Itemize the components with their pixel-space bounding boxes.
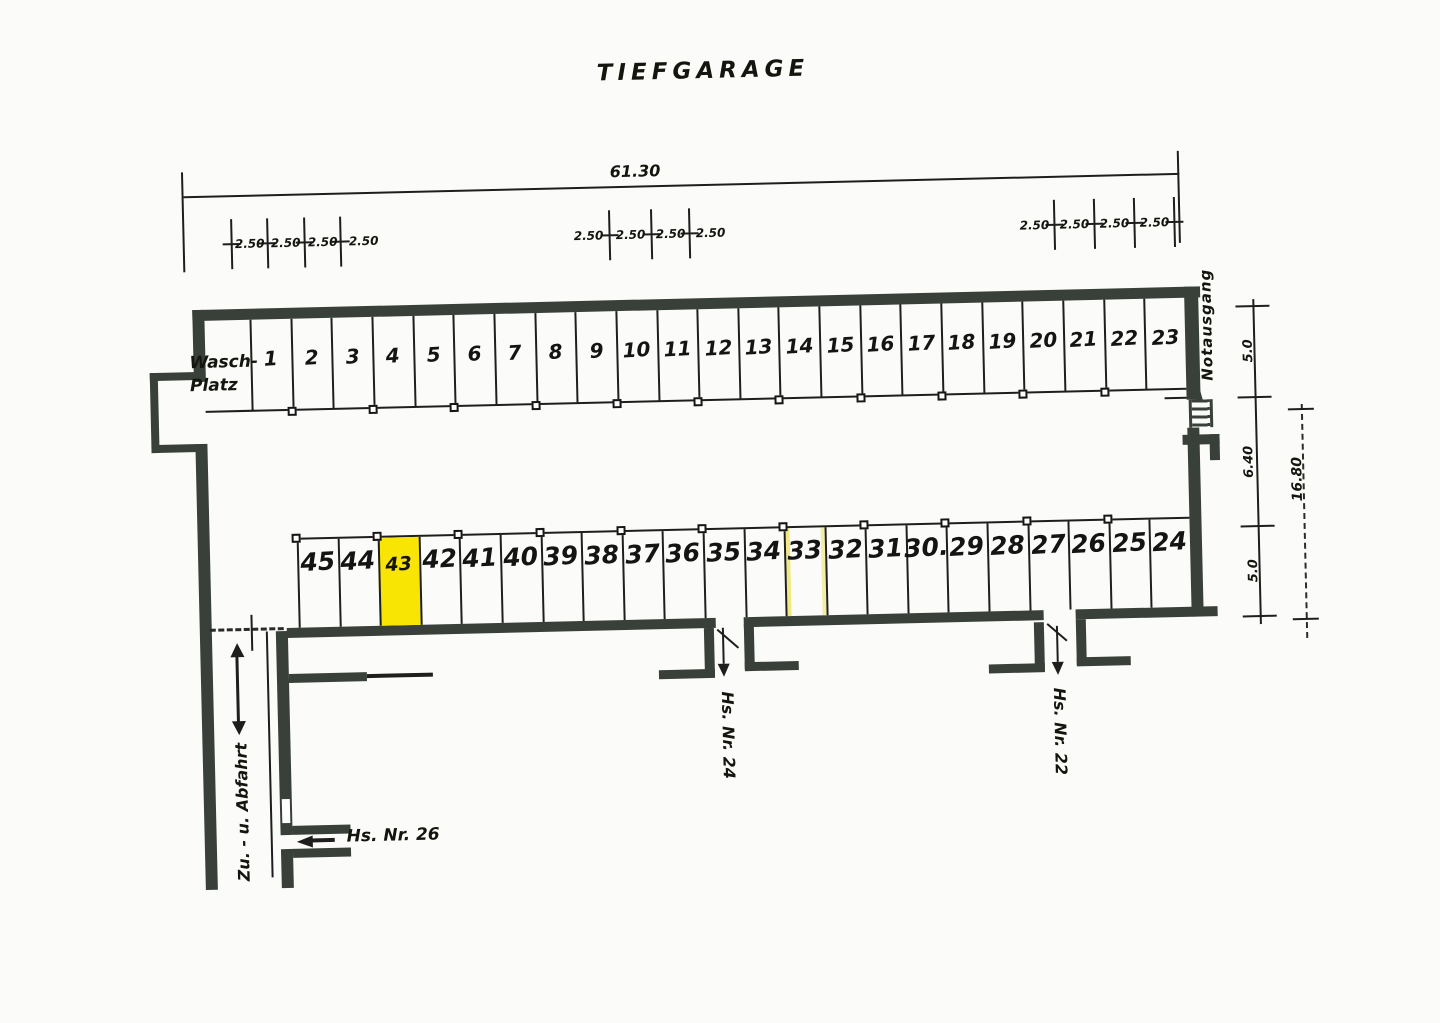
- right-total-label: 16.80: [1289, 456, 1307, 502]
- right-dim-tick-3: [1241, 525, 1275, 528]
- alcove-wall-left: [150, 373, 160, 453]
- space-number: 16: [866, 331, 896, 357]
- space-number: 10: [622, 336, 652, 363]
- parking-space-30: [905, 524, 948, 613]
- hs24-door-swing: [717, 629, 740, 649]
- pillar-marker: [616, 526, 625, 535]
- hs24-label: Hs. Nr. 24: [717, 691, 739, 780]
- space-number: 36: [664, 537, 702, 569]
- parking-space-20: [1022, 301, 1065, 393]
- page-title: TIEFGARAGE: [596, 55, 810, 87]
- pillar-marker: [531, 401, 540, 410]
- space-number: 19: [987, 328, 1018, 354]
- space-number: 18: [947, 329, 977, 355]
- emergency-stairs: [1189, 399, 1214, 428]
- hs24-arrow-stem: [722, 628, 725, 664]
- parking-space-27: [1027, 522, 1070, 611]
- notausgang-label: Notausgang: [1196, 268, 1217, 381]
- right-dim-tick-2: [1238, 396, 1272, 399]
- parking-space-29: [946, 523, 989, 612]
- space-number: 17: [906, 330, 936, 356]
- bay-width-label: 2.50: [1139, 215, 1170, 230]
- bay-width-label: 2.50: [1059, 216, 1090, 232]
- dimension-line-total: [184, 173, 1180, 198]
- pillar-marker: [368, 405, 377, 414]
- parking-space-16: [859, 304, 902, 396]
- ramp-arrow-stem: [235, 655, 240, 723]
- space-number: 30.: [903, 531, 950, 564]
- parking-space-25: [1108, 520, 1151, 609]
- parking-space-19: [981, 302, 1024, 394]
- hs26-arrow-stem: [311, 838, 335, 843]
- zu-abfahrt-label: Zu. - u. Abfahrt: [231, 742, 254, 882]
- pillar-marker: [941, 518, 950, 527]
- parking-space-35: [702, 529, 745, 618]
- bay-width-label: 2.50: [573, 228, 604, 244]
- parking-space-44: [337, 538, 380, 627]
- parking-space-15: [818, 305, 861, 397]
- parking-space-18: [940, 303, 983, 395]
- parking-space-12: [697, 308, 740, 400]
- parking-space-11: [656, 309, 699, 401]
- space-number: 1: [263, 345, 279, 371]
- parking-space-45: [297, 539, 340, 628]
- pillar-marker: [775, 395, 784, 404]
- pillar-marker: [860, 520, 869, 529]
- space-number: 24: [1151, 526, 1188, 558]
- ramp-dash-tick: [250, 615, 253, 651]
- parking-space-9: [575, 311, 618, 403]
- pillar-marker: [694, 397, 703, 406]
- parking-space-14: [778, 306, 821, 398]
- space-number: 39: [542, 540, 580, 572]
- wall-left-lower: [195, 444, 218, 890]
- parking-space-40: [500, 534, 543, 623]
- hs26-stub-bottom: [293, 848, 351, 858]
- wasch-platz-line2: Platz: [189, 375, 239, 397]
- parking-space-42: [418, 536, 461, 625]
- space-number: 45: [299, 546, 336, 578]
- parking-space-10: [615, 310, 658, 402]
- ramp-arrow-up-icon: [230, 643, 244, 657]
- parking-space-7: [493, 313, 536, 405]
- space-number: 9: [588, 338, 604, 364]
- pillar-marker: [937, 391, 946, 400]
- pillar-marker: [1103, 515, 1112, 524]
- space-number: 40: [502, 541, 539, 573]
- parking-space-33: [784, 527, 827, 616]
- pillar-marker: [612, 399, 621, 408]
- dimension-tick-right: [1177, 151, 1181, 243]
- space-number: 20: [1028, 327, 1058, 353]
- space-number: 11: [662, 335, 693, 362]
- parking-space-31: [865, 525, 908, 614]
- total-width-label: 61.30: [605, 161, 665, 181]
- hs22-wall-right-foot: [1077, 656, 1131, 666]
- parking-space-13: [737, 307, 780, 399]
- hs22-label: Hs. Nr. 22: [1049, 687, 1071, 776]
- space-number: 2: [303, 344, 320, 370]
- hs22-wall-left-foot: [989, 663, 1045, 673]
- space-number: 38: [583, 539, 620, 571]
- stairs-tick: [1165, 397, 1187, 400]
- pillar-marker: [778, 522, 787, 531]
- pillar-marker: [287, 407, 296, 416]
- space-number: 3: [344, 344, 360, 369]
- hs24-wall-left-foot: [659, 669, 715, 679]
- pillar-marker: [373, 532, 382, 541]
- alcove-wall-bottom: [151, 444, 199, 453]
- parking-space-41: [459, 535, 502, 624]
- pillar-marker: [1022, 516, 1031, 525]
- space-number: 31: [867, 532, 904, 564]
- bay-width-label: 2.50: [655, 226, 686, 242]
- space-number: 4: [385, 343, 401, 368]
- ramp-wall-lower: [281, 849, 294, 888]
- parking-space-39: [540, 533, 583, 622]
- parking-space-26: [1068, 521, 1111, 610]
- bay-width-label: 2.50: [270, 235, 301, 251]
- bay-width-label: 2.50: [1019, 217, 1050, 233]
- ramp-wall-door-slot: [282, 799, 291, 823]
- right-total-tick-bottom: [1293, 618, 1319, 621]
- pillar-marker: [292, 534, 301, 543]
- exit-niche-wall-v: [1209, 434, 1220, 460]
- dimension-tick-left: [181, 172, 185, 272]
- space-number: 6: [466, 341, 482, 366]
- parking-space-38: [581, 532, 624, 621]
- ramp-dashed-line: [210, 627, 284, 632]
- bay-width-label: 2.50: [348, 233, 379, 249]
- parking-space-24: [1149, 519, 1192, 608]
- right-total-tick-top: [1288, 408, 1314, 411]
- space-number: 32: [826, 533, 864, 565]
- pillar-marker: [535, 528, 544, 537]
- space-number: 12: [703, 334, 733, 361]
- space-number: 8: [547, 339, 564, 364]
- ramp-lane-line: [266, 631, 274, 877]
- space-number: 14: [784, 333, 814, 359]
- pillar-marker: [1100, 388, 1109, 397]
- space-number: 28: [989, 530, 1026, 562]
- pillar-marker: [450, 403, 459, 412]
- space-number: 44: [339, 545, 377, 577]
- bay-width-label: 2.50: [307, 234, 338, 250]
- parking-space-21: [1062, 300, 1105, 392]
- bay-width-label: 2.50: [1099, 216, 1130, 231]
- space-number: 27: [1029, 529, 1067, 561]
- right-dim-middle-label: 6.40: [1241, 445, 1257, 479]
- parking-space-3: [331, 317, 374, 409]
- right-dim-tick-1: [1235, 305, 1269, 308]
- bay-width-label: 2.50: [615, 227, 646, 243]
- pillar-marker: [697, 524, 706, 533]
- space-number: 7: [507, 340, 523, 365]
- pillar-marker: [454, 530, 463, 539]
- parking-space-6: [453, 314, 496, 406]
- parking-space-22: [1103, 299, 1146, 391]
- right-dim-top-label: 5.0: [1240, 339, 1257, 363]
- space-number: 13: [744, 334, 774, 360]
- hs26-stub-top: [292, 825, 350, 835]
- space-number: 15: [825, 332, 855, 358]
- parking-space-37: [621, 531, 664, 620]
- space-number: 26: [1070, 528, 1107, 560]
- space-number: 25: [1110, 527, 1148, 559]
- parking-space-2: [290, 318, 333, 410]
- bay-width-label: 2.50: [695, 225, 726, 241]
- parking-space-34: [743, 528, 786, 617]
- wasch-platz-line1: Wasch-: [189, 351, 259, 374]
- hs22-arrow-icon: [1052, 662, 1064, 675]
- space-number: 35: [705, 536, 742, 568]
- parking-space-36: [662, 530, 705, 619]
- aisle-wall-stub-thin: [367, 673, 433, 679]
- space-number: 5: [425, 342, 442, 367]
- bay-width-label: 2.50: [234, 236, 265, 252]
- pillar-marker: [1019, 389, 1028, 398]
- parking-space-5: [412, 315, 455, 407]
- wasch-platz-label: [189, 351, 259, 399]
- hs24-wall-right-foot: [745, 661, 799, 671]
- hs24-arrow-icon: [718, 664, 730, 677]
- parking-space-23: [1144, 298, 1187, 390]
- right-dim-bottom-label: 5.0: [1245, 559, 1262, 583]
- hs26-label: Hs. Nr. 26: [346, 824, 440, 847]
- space-number: 34: [745, 535, 783, 567]
- space-number: 33: [786, 534, 823, 566]
- parking-space-8: [534, 312, 577, 404]
- space-number: 23: [1150, 324, 1180, 351]
- parking-space-32: [824, 526, 867, 615]
- space-number: 41: [461, 542, 499, 574]
- pillar-marker: [856, 393, 865, 402]
- space-number: 29: [948, 530, 986, 562]
- right-dim-tick-4: [1243, 615, 1277, 618]
- space-number: 37: [624, 538, 661, 570]
- parking-space-4: [371, 316, 414, 408]
- space-number: 42: [421, 543, 458, 575]
- aisle-wall-stub: [289, 672, 367, 683]
- parking-space-17: [900, 304, 943, 396]
- space-number: 43: [385, 552, 413, 577]
- parking-space-28: [987, 523, 1030, 612]
- space-number: 22: [1109, 325, 1140, 351]
- parking-space-43: [378, 537, 421, 626]
- space-number: 21: [1069, 326, 1099, 352]
